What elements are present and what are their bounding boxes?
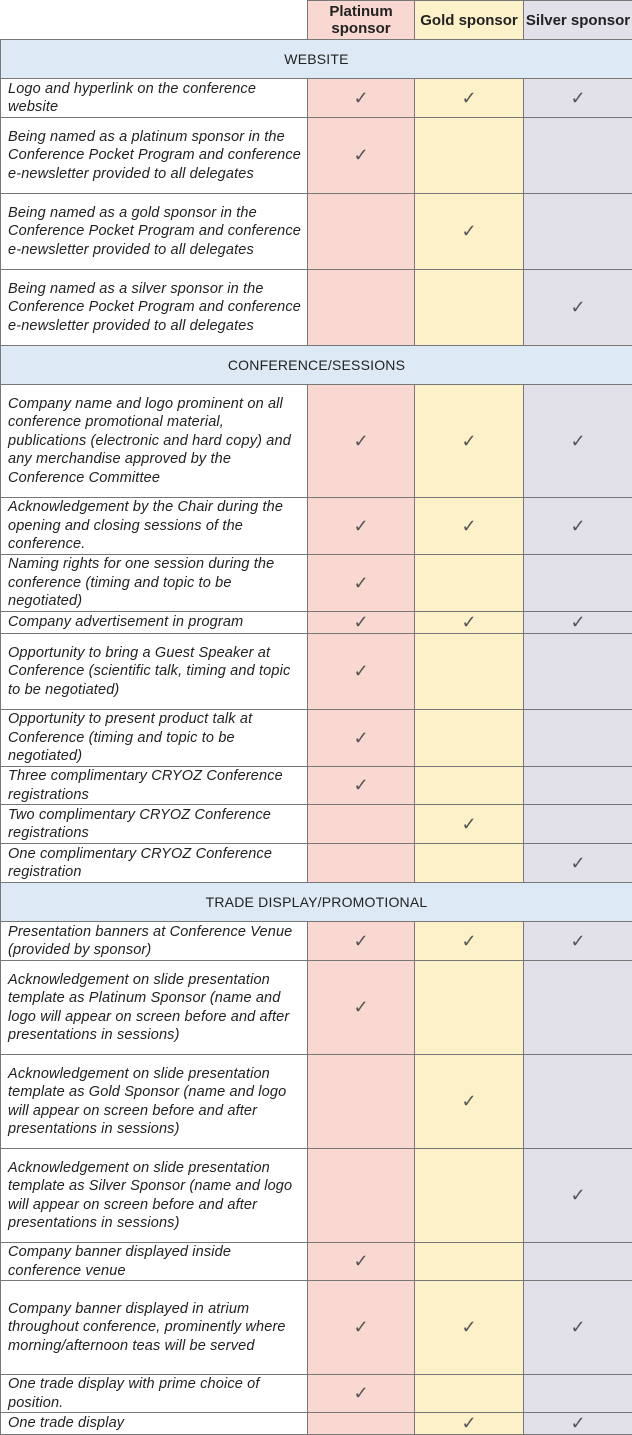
tick-cell-silver [524, 194, 632, 270]
tick-cell-platinum [308, 194, 415, 270]
tick-cell-silver [524, 1281, 632, 1375]
table-row [1, 612, 632, 634]
tick-cell-gold [415, 767, 524, 805]
check-icon: ✓ [461, 612, 476, 633]
tick-cell-silver [524, 961, 632, 1055]
tick-cell-platinum [308, 385, 415, 498]
tick-cell-gold [415, 612, 524, 634]
table-row [1, 634, 632, 710]
check-icon: ✓ [353, 612, 368, 633]
tick-cell-platinum [308, 805, 415, 844]
check-icon: ✓ [461, 1317, 476, 1338]
tick-cell-silver [524, 634, 632, 710]
benefit-description: Acknowledgement on slide presentation template as Gold Sponsor (name and logo will appear on screen before and after presentations in sessions) [1, 1055, 308, 1149]
blank-header-cell [1, 1, 308, 40]
check-icon: ✓ [353, 88, 368, 109]
benefit-description: Acknowledgement by the Chair during the opening and closing sessions of the conference. [1, 498, 308, 555]
check-icon: ✓ [353, 728, 368, 749]
tick-cell-platinum [308, 767, 415, 805]
section-title: TRADE DISPLAY/PROMOTIONAL [1, 883, 632, 922]
benefit-description: One complimentary CRYOZ Conference registration [1, 844, 308, 883]
tick-cell-platinum [308, 118, 415, 194]
table-row [1, 498, 632, 555]
check-icon: ✓ [461, 431, 476, 452]
tick-cell-gold [415, 922, 524, 961]
check-icon: ✓ [461, 1091, 476, 1112]
benefit-description: Acknowledgement on slide presentation template as Platinum Sponsor (name and logo will appear on screen before and after presentations in sessions) [1, 961, 308, 1055]
section-row [1, 346, 632, 385]
check-icon: ✓ [570, 612, 585, 633]
table-row [1, 961, 632, 1055]
benefit-description: Opportunity to bring a Guest Speaker at Conference (scientific talk, timing and topic to be negotiated) [1, 634, 308, 710]
benefit-description: Being named as a platinum sponsor in the Conference Pocket Program and conference e-newsletter provided to all delegates [1, 118, 308, 194]
tick-cell-silver [524, 805, 632, 844]
benefit-description: Being named as a gold sponsor in the Conference Pocket Program and conference e-newsletter provided to all delegates [1, 194, 308, 270]
header-row [1, 1, 632, 40]
tick-cell-silver [524, 385, 632, 498]
table-row [1, 1375, 632, 1413]
tick-cell-gold [415, 1413, 524, 1435]
check-icon: ✓ [353, 516, 368, 537]
benefit-description: Company name and logo prominent on all conference promotional material, publications (electronic and hard copy) and any merchandise approved by the Conference Committee [1, 385, 308, 498]
table-row [1, 1243, 632, 1281]
tick-cell-platinum [308, 1243, 415, 1281]
check-icon: ✓ [570, 88, 585, 109]
tick-cell-platinum [308, 270, 415, 346]
table-row [1, 767, 632, 805]
table-row [1, 79, 632, 118]
table-row [1, 118, 632, 194]
tick-cell-gold [415, 710, 524, 767]
check-icon: ✓ [570, 853, 585, 874]
benefit-description: Two complimentary CRYOZ Conference registrations [1, 805, 308, 844]
table-body [1, 40, 632, 1435]
tick-cell-platinum [308, 1149, 415, 1243]
tick-cell-silver [524, 612, 632, 634]
table-row [1, 1281, 632, 1375]
table-row [1, 710, 632, 767]
tick-cell-gold [415, 194, 524, 270]
header-gold: Gold sponsor [415, 1, 524, 40]
check-icon: ✓ [461, 221, 476, 242]
tick-cell-silver [524, 922, 632, 961]
tick-cell-platinum [308, 1375, 415, 1413]
tick-cell-gold [415, 385, 524, 498]
tick-cell-platinum [308, 844, 415, 883]
header-platinum: Platinum sponsor [308, 1, 415, 40]
tick-cell-gold [415, 1243, 524, 1281]
tick-cell-platinum [308, 555, 415, 612]
tick-cell-platinum [308, 634, 415, 710]
tick-cell-silver [524, 710, 632, 767]
check-icon: ✓ [461, 814, 476, 835]
tick-cell-silver [524, 79, 632, 118]
table-row [1, 1149, 632, 1243]
check-icon: ✓ [353, 997, 368, 1018]
tick-cell-silver [524, 498, 632, 555]
check-icon: ✓ [461, 88, 476, 109]
benefit-description: One trade display [1, 1413, 308, 1435]
tick-cell-silver [524, 270, 632, 346]
check-icon: ✓ [353, 775, 368, 796]
benefit-description: Company banner displayed in atrium throughout conference, prominently where morning/afternoon teas will be served [1, 1281, 308, 1375]
check-icon: ✓ [353, 1383, 368, 1404]
benefit-description: Logo and hyperlink on the conference website [1, 79, 308, 118]
benefit-description: Naming rights for one session during the conference (timing and topic to be negotiated) [1, 555, 308, 612]
tick-cell-silver [524, 118, 632, 194]
tick-cell-gold [415, 1055, 524, 1149]
tick-cell-silver [524, 1243, 632, 1281]
tick-cell-gold [415, 270, 524, 346]
tick-cell-gold [415, 634, 524, 710]
benefit-description: Company advertisement in program [1, 612, 308, 634]
benefit-description: One trade display with prime choice of position. [1, 1375, 308, 1413]
check-icon: ✓ [461, 1413, 476, 1434]
tick-cell-platinum [308, 710, 415, 767]
section-row [1, 883, 632, 922]
tick-cell-silver [524, 767, 632, 805]
tick-cell-gold [415, 79, 524, 118]
check-icon: ✓ [353, 661, 368, 682]
table-row [1, 844, 632, 883]
tick-cell-silver [524, 844, 632, 883]
tick-cell-platinum [308, 1413, 415, 1435]
benefit-description: Three complimentary CRYOZ Conference registrations [1, 767, 308, 805]
benefit-description: Presentation banners at Conference Venue (provided by sponsor) [1, 922, 308, 961]
tick-cell-gold [415, 805, 524, 844]
header-silver: Silver sponsor [524, 1, 632, 40]
table-row [1, 922, 632, 961]
tick-cell-platinum [308, 79, 415, 118]
tick-cell-gold [415, 498, 524, 555]
table-row [1, 1055, 632, 1149]
check-icon: ✓ [570, 1185, 585, 1206]
table-row [1, 194, 632, 270]
benefit-description: Acknowledgement on slide presentation template as Silver Sponsor (name and logo will appear on screen before and after presentations in sessions) [1, 1149, 308, 1243]
check-icon: ✓ [353, 1317, 368, 1338]
tick-cell-platinum [308, 1281, 415, 1375]
tick-cell-gold [415, 1375, 524, 1413]
check-icon: ✓ [461, 516, 476, 537]
tick-cell-silver [524, 1413, 632, 1435]
tick-cell-silver [524, 1375, 632, 1413]
check-icon: ✓ [570, 1413, 585, 1434]
table-row [1, 805, 632, 844]
check-icon: ✓ [570, 516, 585, 537]
tick-cell-gold [415, 1149, 524, 1243]
tick-cell-platinum [308, 961, 415, 1055]
check-icon: ✓ [461, 931, 476, 952]
section-title: WEBSITE [1, 40, 632, 79]
check-icon: ✓ [353, 431, 368, 452]
table-row [1, 385, 632, 498]
table-row [1, 270, 632, 346]
tick-cell-silver [524, 1055, 632, 1149]
tick-cell-platinum [308, 1055, 415, 1149]
check-icon: ✓ [353, 1251, 368, 1272]
benefit-description: Opportunity to present product talk at Conference (timing and topic to be negotiated) [1, 710, 308, 767]
tick-cell-platinum [308, 498, 415, 555]
check-icon: ✓ [570, 931, 585, 952]
benefit-description: Being named as a silver sponsor in the Conference Pocket Program and conference e-newsletter provided to all delegates [1, 270, 308, 346]
check-icon: ✓ [353, 931, 368, 952]
tick-cell-platinum [308, 922, 415, 961]
tick-cell-gold [415, 1281, 524, 1375]
section-title: CONFERENCE/SESSIONS [1, 346, 632, 385]
tick-cell-gold [415, 961, 524, 1055]
tick-cell-silver [524, 555, 632, 612]
check-icon: ✓ [353, 145, 368, 166]
benefit-description: Company banner displayed inside conference venue [1, 1243, 308, 1281]
table-row [1, 1413, 632, 1435]
section-row [1, 40, 632, 79]
tick-cell-gold [415, 118, 524, 194]
check-icon: ✓ [570, 1317, 585, 1338]
check-icon: ✓ [353, 573, 368, 594]
check-icon: ✓ [570, 431, 585, 452]
check-icon: ✓ [570, 297, 585, 318]
tick-cell-silver [524, 1149, 632, 1243]
table-row [1, 555, 632, 612]
tick-cell-gold [415, 844, 524, 883]
tick-cell-gold [415, 555, 524, 612]
tick-cell-platinum [308, 612, 415, 634]
